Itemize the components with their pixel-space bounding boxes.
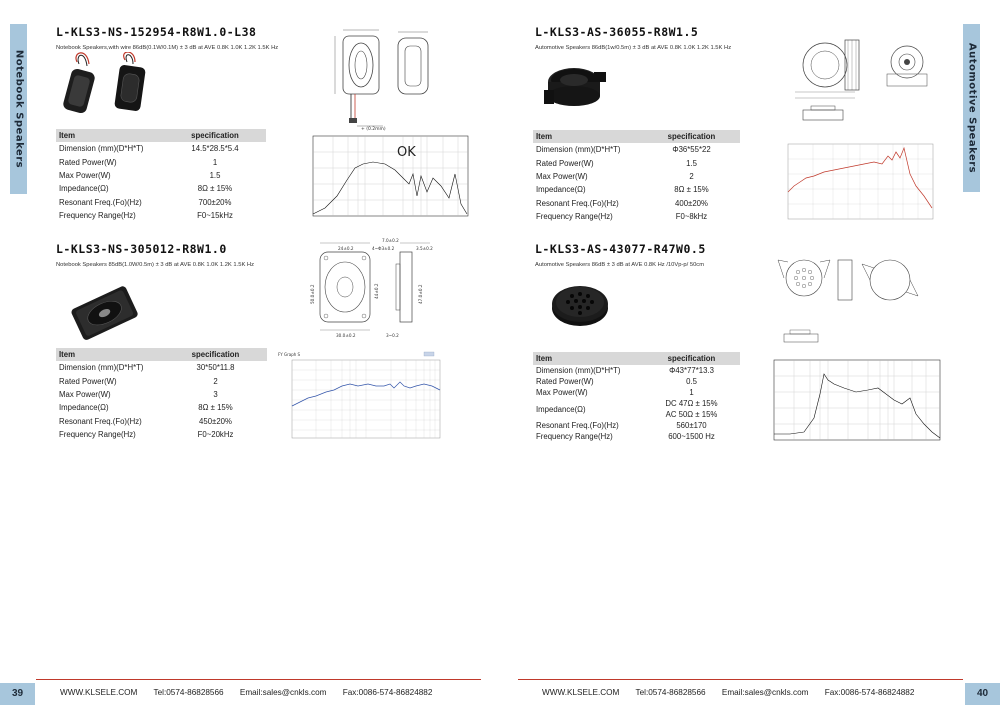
side-tab-automotive — [963, 24, 980, 192]
spec-value: 1.5 — [164, 169, 266, 182]
footer-website[interactable]: WWW.KLSELE.COM — [542, 688, 620, 697]
spec-value: 1 — [643, 387, 740, 398]
spec-label: Rated Power(W) — [59, 376, 117, 386]
footer-fax: Fax:0086-574-86824882 — [342, 688, 433, 697]
spec-label: Max Power(W) — [56, 388, 164, 401]
spec-label: Dimension (mm)(D*H*T) — [533, 365, 643, 376]
spec-value: 560±170 — [643, 420, 740, 431]
dimension-drawing-2 — [795, 20, 935, 135]
spec-value: 8Ω ± 15% — [198, 403, 233, 413]
spec-label: Impedance(Ω) — [536, 185, 586, 195]
spec-value: 700±20% — [164, 196, 266, 209]
footer-email[interactable]: Email:sales@cnkls.com — [721, 688, 809, 697]
header-item: Item — [56, 348, 164, 361]
spec-label: Max Power(W) — [533, 387, 643, 398]
footer-tel: Tel:0574-86828566 — [635, 688, 706, 697]
dimension-drawing-4 — [774, 240, 924, 350]
product-header-3 — [56, 242, 254, 268]
header-item: Item — [533, 352, 643, 365]
dim-label: 30.0±0.2 — [336, 333, 356, 338]
spec-value: 400±20% — [643, 197, 740, 210]
spec-label: Max Power(W) — [533, 170, 643, 183]
spec-label: Frequency Range(Hz) — [59, 211, 136, 221]
spec-label: Impedance(Ω) — [59, 403, 109, 413]
side-tab-notebook — [10, 24, 27, 194]
speaker-photo-2 — [542, 60, 612, 115]
page-number-left: 39 — [0, 683, 35, 705]
spec-value: 8Ω ± 15% — [674, 185, 709, 195]
product-description: Automotive Speakers 86dB ± 3 dB at AVE 0.8K Hz /10Vp-p/ 50cm — [535, 262, 705, 268]
frequency-response-graph-3 — [276, 350, 446, 450]
spec-value: 14.5*28.5*5.4 — [164, 142, 266, 155]
footer-tel: Tel:0574-86828566 — [153, 688, 224, 697]
spec-label: Resonant Freq.(Fo)(Hz) — [56, 196, 164, 209]
spec-value: 2 — [213, 376, 218, 386]
side-tab-label: Notebook Speakers — [13, 49, 24, 169]
spec-label: Impedance(Ω) — [536, 404, 586, 414]
graph-title: FY Graph S — [278, 352, 301, 357]
spec-table-2 — [533, 130, 740, 223]
spec-label: Rated Power(W) — [536, 158, 594, 168]
product-title: L-KLS3-AS-36055-R8W1.5 — [535, 25, 699, 39]
product-description: Notebook Speakers,with wire 86dB(0.1W/0.1M) ± 3 dB at AVE 0.8K 1.0K 1.2K 1.5K Hz — [56, 45, 279, 51]
frequency-response-graph-1 — [303, 134, 473, 224]
dim-label: 3~0.2 — [386, 333, 399, 338]
frequency-response-graph-2 — [778, 142, 938, 227]
footer-fax: Fax:0086-574-86824882 — [824, 688, 915, 697]
spec-label: Resonant Freq.(Fo)(Hz) — [533, 420, 643, 431]
dim-label: 4~Φ3±0.2 — [372, 246, 395, 251]
speaker-photo-1 — [57, 52, 167, 122]
product-header-2 — [535, 25, 731, 51]
spec-value: 8Ω ± 15% — [197, 184, 233, 194]
spec-label: Frequency Range(Hz) — [59, 430, 136, 440]
product-header-4 — [535, 242, 706, 268]
spec-value: 600~1500 Hz — [668, 432, 715, 441]
spec-value: 30*50*11.8 — [164, 361, 267, 374]
footer-email[interactable]: Email:sales@cnkls.com — [239, 688, 327, 697]
spec-label: Frequency Range(Hz) — [536, 212, 613, 222]
dimension-drawing-1 — [323, 22, 448, 137]
product-header-1 — [56, 25, 278, 51]
spec-label: Dimension (mm)(D*H*T) — [56, 361, 164, 374]
header-item: Item — [533, 130, 643, 143]
frequency-response-graph-4 — [760, 354, 945, 449]
dim-label: 24±0.2 — [338, 246, 354, 251]
spec-label: Resonant Freq.(Fo)(Hz) — [533, 197, 643, 210]
speaker-photo-4 — [548, 274, 618, 334]
product-title: L-KLS3-NS-305012-R8W1.0 — [56, 242, 227, 256]
dim-label: 7.0±0.2 — [382, 238, 399, 243]
footer-contact-right — [542, 688, 926, 697]
spec-label: Rated Power(W) — [536, 377, 594, 386]
header-spec: specification — [164, 129, 266, 142]
spec-label: Dimension (mm)(D*H*T) — [56, 142, 164, 155]
product-title: L-KLS3-NS-152954-R8W1.0-L38 — [56, 25, 257, 39]
header-spec: specification — [164, 348, 267, 361]
spec-value: 450±20% — [164, 415, 267, 428]
footer-website[interactable]: WWW.KLSELE.COM — [60, 688, 138, 697]
product-title: L-KLS3-AS-43077-R47W0.5 — [535, 242, 706, 256]
dim-label: 3.5±0.2 — [416, 246, 433, 251]
dim-label: 50.0±0.2 — [310, 284, 315, 304]
page-number-right: 40 — [965, 683, 1000, 705]
product-description: Notebook Speakers 85dB(1.0W/0.5m) ± 3 dB at AVE 0.8K 1.0K 1.2K 1.5K Hz — [56, 262, 255, 268]
spec-label: Impedance(Ω) — [59, 184, 109, 194]
dim-label: 47.0±0.2 — [418, 284, 423, 304]
graph-note: OK — [397, 145, 416, 160]
dim-label: 44±0.2 — [374, 283, 379, 299]
header-spec: specification — [643, 352, 740, 365]
spec-value: F0~15kHz — [197, 211, 233, 221]
footer-divider-right — [518, 679, 963, 680]
wire-note: + (0.2mm) — [361, 127, 386, 132]
spec-value: 1.5 — [686, 158, 697, 168]
spec-value: 1 — [212, 157, 218, 167]
spec-value: 3 — [164, 388, 267, 401]
spec-table-4 — [533, 352, 740, 442]
spec-value: 2 — [643, 170, 740, 183]
header-spec: specification — [643, 130, 740, 143]
spec-label: Max Power(W) — [56, 169, 164, 182]
spec-label: Dimension (mm)(D*H*T) — [533, 143, 643, 156]
spec-value — [643, 398, 740, 420]
spec-label: Resonant Freq.(Fo)(Hz) — [56, 415, 164, 428]
dimension-drawing-3 — [300, 234, 440, 348]
spec-value: Φ43*77*13.3 — [643, 365, 740, 376]
product-description: Automotive Speakers 86dB(1w/0.5m) ± 3 dB at AVE 0.8K 1.0K 1.2K 1.5K Hz — [535, 45, 732, 51]
spec-label: Frequency Range(Hz) — [536, 432, 613, 441]
footer-divider-left — [36, 679, 481, 680]
footer-contact-left — [60, 688, 444, 697]
spec-table-3 — [56, 348, 267, 441]
spec-value: Φ36*55*22 — [643, 143, 740, 156]
side-tab-label: Automotive Speakers — [966, 42, 977, 174]
impedance-dc: DC 47Ω ± 15% — [665, 399, 718, 408]
header-item: Item — [56, 129, 164, 142]
spec-value: F0~8kHz — [675, 212, 708, 222]
impedance-ac: AC 50Ω ± 15% — [665, 410, 718, 419]
spec-value: F0~20kHz — [197, 430, 234, 440]
spec-value: 0.5 — [686, 377, 697, 386]
spec-label: Rated Power(W) — [59, 157, 117, 167]
spec-table-1 — [56, 129, 266, 222]
speaker-photo-3 — [65, 284, 145, 344]
